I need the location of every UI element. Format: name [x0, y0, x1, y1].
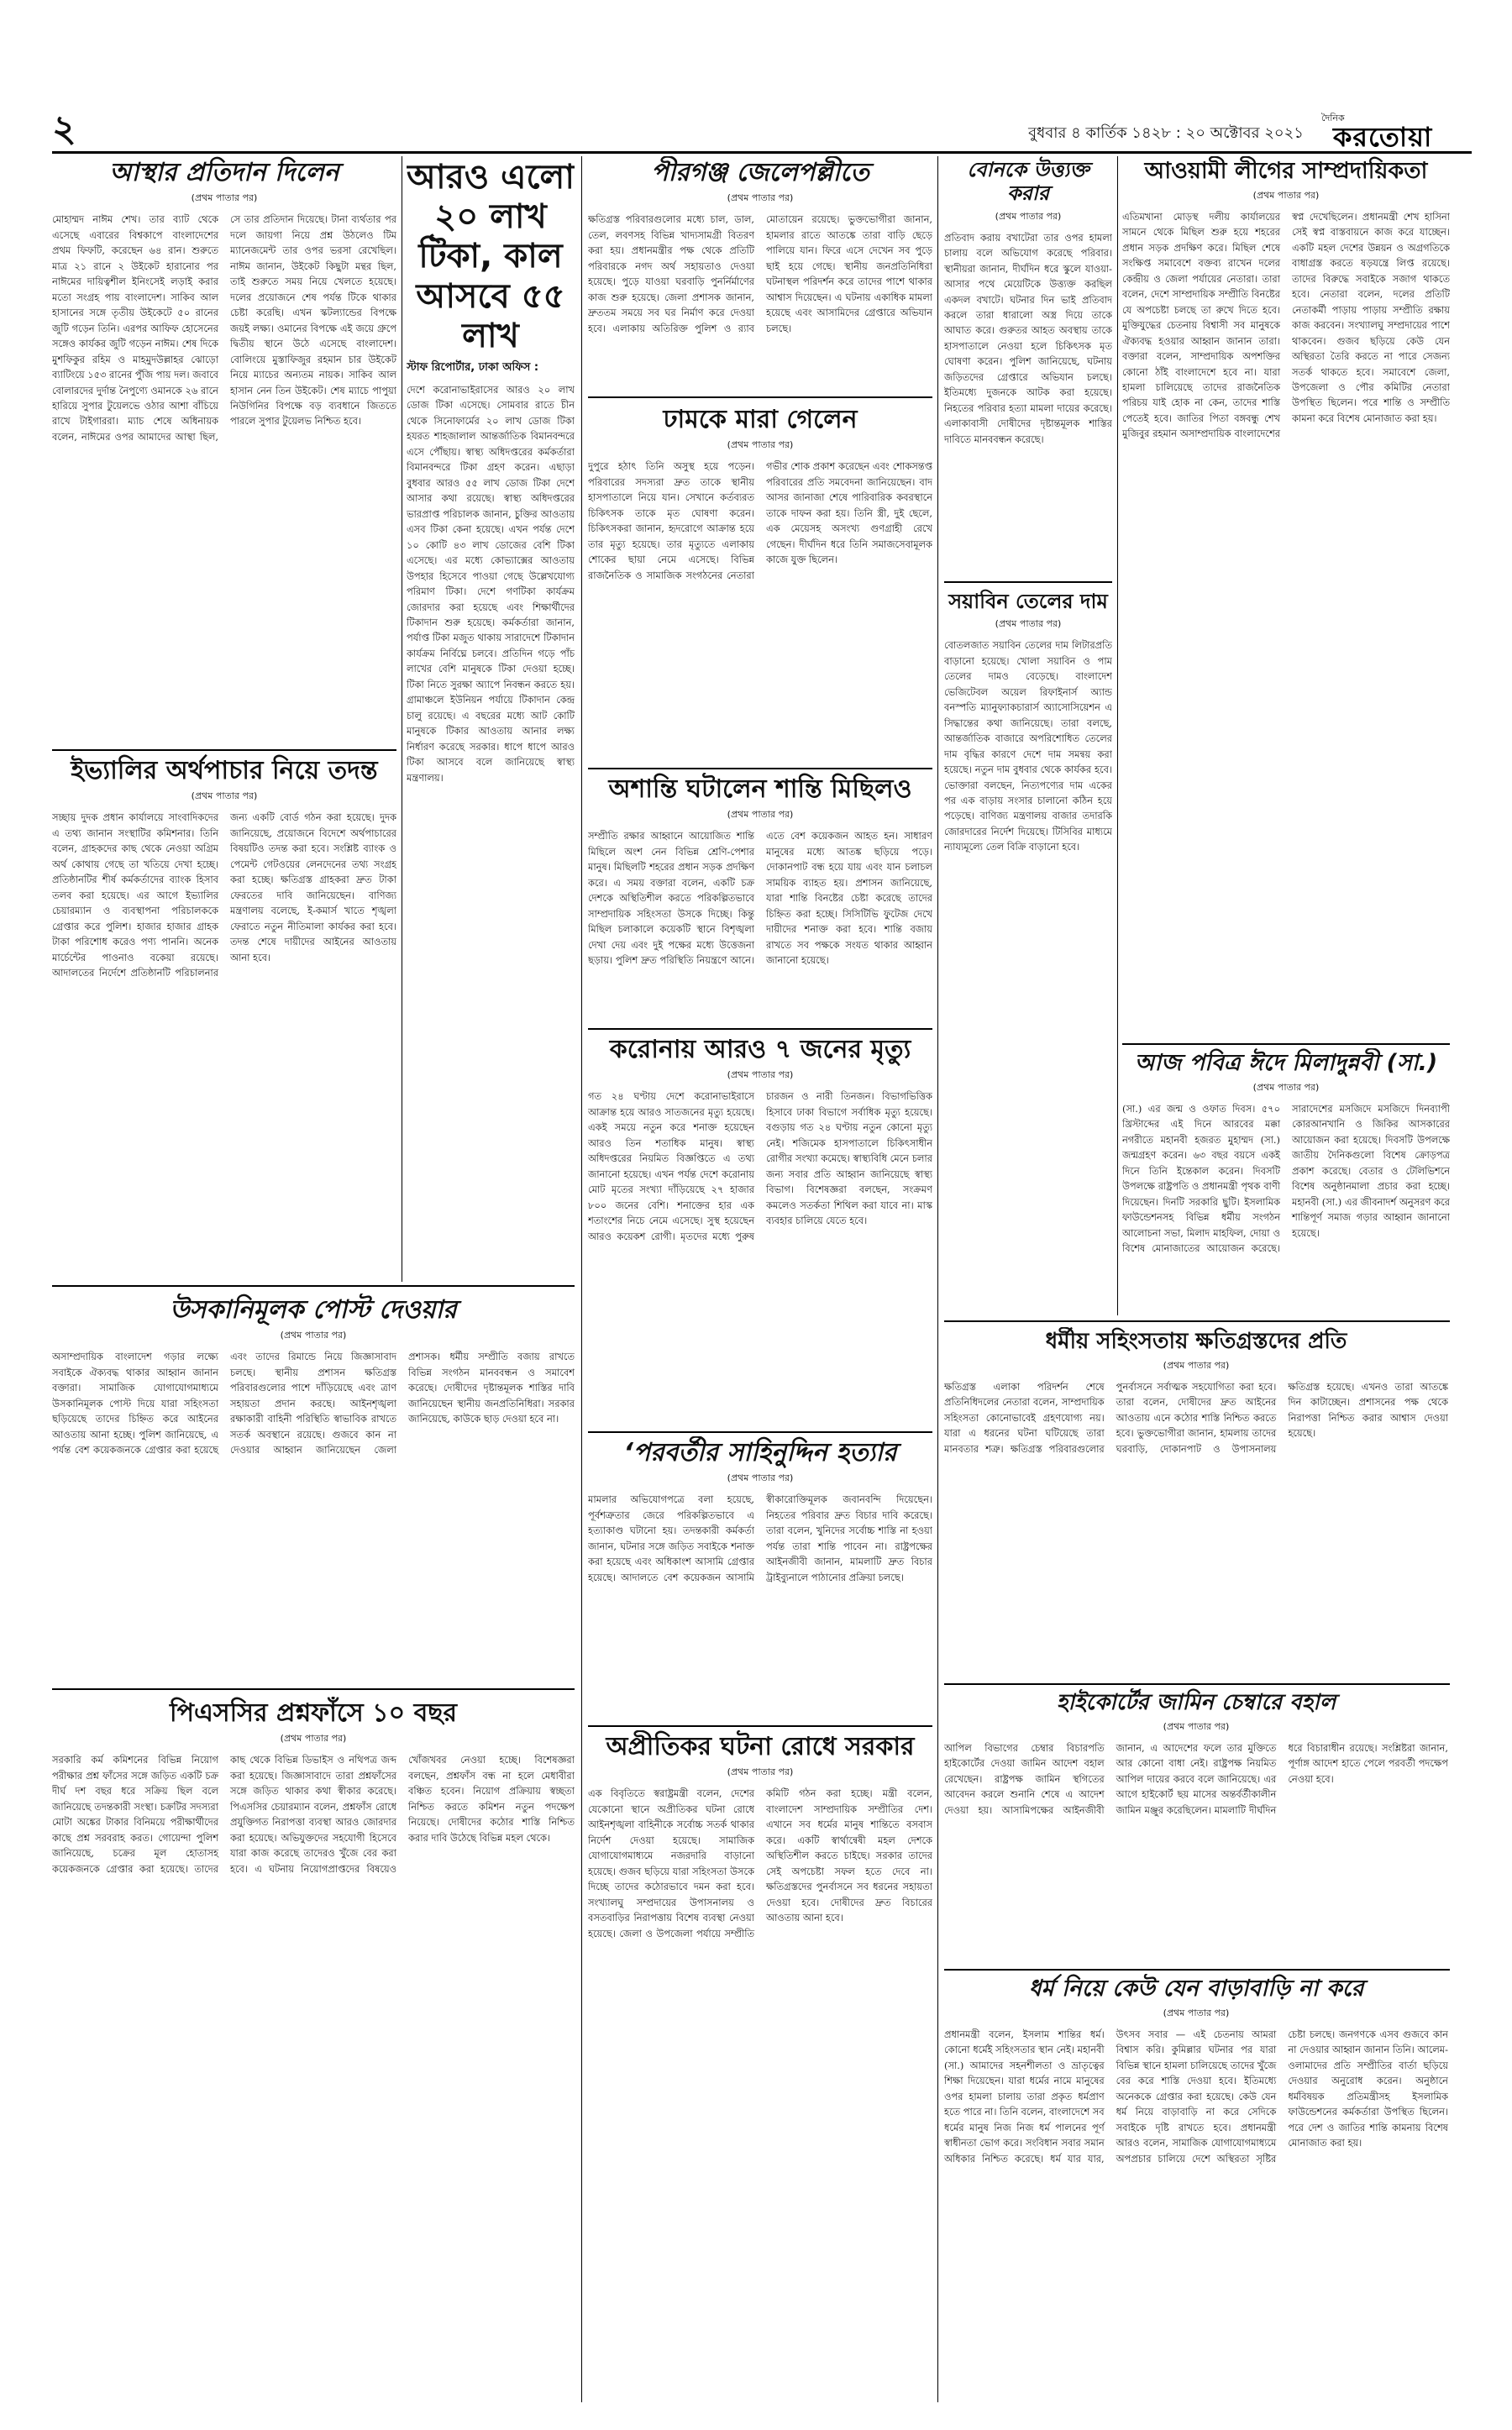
- article-highcourt: [944, 1688, 1448, 1966]
- article-body: মোহাম্মদ নাঈম শেখ। তার ব্যাট থেকে এসেছে এবারের বিশ্বকাপে বাংলাদেশের প্রথম ফিফটি, করেছেন ৬৪ রান। শুরুতে মাত্র ২১ রানে ২ উইকেট হারানোর পর নাঈমের দায়িত্বশীল ইনিংসেই লড়াই করার মতো সংগ্রহ পায় বাংলাদেশ। সাকিব আল হাসানের সঙ্গে তৃতীয় উইকেটে ৫০ রানের জুটি গড়েন তিনি। এরপর আফিফ হোসেনের সঙ্গেও কার্যকর জুটি গড়েন নাঈম। শেষ দিকে মুশফিকুর রহিম ও মাহমুদউল্লাহর ঝোড়ো ব্যাটিংয়ে ১৫৩ রানের পুঁজি পায় দল। জবাবে বোলারদের দুর্দান্ত নৈপুণ্যে ওমানকে ২৬ রানে হারিয়ে সুপার টুয়েলভে ওঠার আশা বাঁচিয়ে রাখে টাইগাররা। ম্যাচ শেষে অধিনায়ক বলেন, নাঈমের ওপর আমাদের আস্থা ছিল, সে তার প্রতিদান দিয়েছে। টানা ব্যর্থতার পর দলে জায়গা নিয়ে প্রশ্ন উঠলেও টিম ম্যানেজমেন্ট তার ওপর ভরসা রেখেছিল। নাঈম জানান, উইকেট কিছুটা মন্থর ছিল, তাই শুরুতে সময় নিয়ে খেলতে হয়েছে। দলের প্রয়োজনে শেষ পর্যন্ত টিকে থাকার চেষ্টা করেছি। এখন স্কটল্যান্ডের বিপক্ষে জয়ই লক্ষ্য। ওমানের বিপক্ষে এই জয়ে গ্রুপে দ্বিতীয় স্থানে উঠে এসেছে বাংলাদেশ। বোলিংয়ে মুস্তাফিজুর রহমান চার উইকেট নিয়ে ম্যাচের অন্যতম নায়ক। সাকিব আল হাসান নেন তিন উইকেট। শেষ ম্যাচে পাপুয়া নিউগিনির বিপক্ষে বড় ব্যবধানে জিততে পারলে সুপার টুয়েলভ নিশ্চিত হবে।: [52, 213, 396, 443]
- section-divider: [52, 1285, 575, 1287]
- article-body: সরকারি কর্ম কমিশনের বিভিন্ন নিয়োগ পরীক্ষার প্রশ্ন ফাঁসের সঙ্গে জড়িত একটি চক্র দীর্ঘ দশ বছর ধরে সক্রিয় ছিল বলে জানিয়েছে তদন্তকারী সংস্থা। চক্রটির সদস্যরা মোটা অঙ্কের টাকার বিনিময়ে পরীক্ষার্থীদের কাছে প্রশ্ন সরবরাহ করত। গোয়েন্দা পুলিশ জানিয়েছে, চক্রের মূল হোতাসহ কয়েকজনকে গ্রেপ্তার করা হয়েছে। তাদের কাছ থেকে বিভিন্ন ডিভাইস ও নথিপত্র জব্দ করা হয়েছে। জিজ্ঞাসাবাদে তারা প্রশ্নফাঁসের সঙ্গে জড়িত থাকার কথা স্বীকার করেছে। পিএসসির চেয়ারম্যান বলেন, প্রশ্নফাঁস রোধে প্রযুক্তিগত নিরাপত্তা ব্যবস্থা আরও জোরদার করা হয়েছে। অভিযুক্তদের সহযোগী হিসেবে যারা কাজ করেছে তাদেরও খুঁজে বের করা হবে। এ ঘটনায় নিয়োগপ্রাপ্তদের বিষয়েও খোঁজখবর নেওয়া হচ্ছে। বিশেষজ্ঞরা বলছেন, প্রশ্নফাঁস বন্ধ না হলে মেধাবীরা বঞ্চিত হবেন। নিয়োগ প্রক্রিয়ায় স্বচ্ছতা নিশ্চিত করতে কমিশন নতুন পদক্ষেপ নিয়েছে। দোষীদের কঠোর শাস্তি নিশ্চিত করার দাবি উঠেছে বিভিন্ন মহল থেকে।: [52, 1754, 575, 1875]
- continued-label: (প্রথম পাতার পর): [191, 790, 258, 802]
- continued-label: (প্রথম পাতার পর): [280, 1330, 347, 1341]
- page-number: ২: [52, 108, 76, 150]
- article-corona: [588, 1033, 932, 1428]
- continued-label: (প্রথম পাতার পর): [727, 1766, 794, 1778]
- continued-label: (প্রথম পাতার পর): [1163, 1720, 1230, 1732]
- section-divider: [588, 1725, 932, 1727]
- date-line: বুধবার ৪ কার্তিক ১৪২৮ : ২০ অক্টোবর ২০২১: [1028, 124, 1304, 142]
- article-dhorm: [944, 1974, 1448, 2402]
- article-headline: বোনকে উত্ত্যক্ত করার: [967, 158, 1089, 206]
- article-headline: পিএসসির প্রশ্নফাঁসে ১০ বছর: [170, 1698, 457, 1728]
- continued-label: (প্রথম পাতার পর): [995, 618, 1062, 630]
- article-body: দুপুরে হঠাৎ তিনি অসুস্থ হয়ে পড়েন। পরিবারের সদস্যরা দ্রুত তাকে স্থানীয় হাসপাতালে নিয়ে যান। সেখানে কর্তব্যরত চিকিৎসক তাকে মৃত ঘোষণা করেন। চিকিৎসকরা জানান, হৃদরোগে আক্রান্ত হয়ে তার মৃত্যু হয়েছে। তার মৃত্যুতে এলাকায় শোকের ছায়া নেমে এসেছে। বিভিন্ন রাজনৈতিক ও সামাজিক সংগঠনের নেতারা গভীর শোক প্রকাশ করেছেন এবং শোকসন্তপ্ত পরিবারের প্রতি সমবেদনা জানিয়েছেন। বাদ আসর জানাজা শেষে পারিবারিক কবরস্থানে তাকে দাফন করা হয়। তিনি স্ত্রী, দুই ছেলে, এক মেয়েসহ অসংখ্য গুণগ্রাহী রেখে গেছেন। দীর্ঘদিন ধরে তিনি সমাজসেবামূলক কাজে যুক্ত ছিলেন।: [588, 460, 932, 581]
- section-divider: [944, 1969, 1450, 1971]
- section-divider: [588, 396, 932, 398]
- article-byline: স্টাফ রিপোর্টার, ঢাকা অফিস :: [407, 360, 539, 374]
- article-body: সচ্ছায় দুদক প্রধান কার্যালয়ে সাংবাদিকদের এ তথ্য জানান সংস্থাটির কমিশনার। তিনি বলেন, গ্রাহকদের কাছ থেকে নেওয়া অগ্রিম অর্থ কোথায় গেছে তা খতিয়ে দেখা হচ্ছে। প্রতিষ্ঠানটির শীর্ষ কর্মকর্তাদের ব্যাংক হিসাব তলব করা হয়েছে। এর আগে ইভ্যালির চেয়ারম্যান ও ব্যবস্থাপনা পরিচালককে গ্রেপ্তার করে পুলিশ। হাজার হাজার গ্রাহক টাকা পরিশোধ করেও পণ্য পাননি। অনেক মার্চেন্টের পাওনাও বকেয়া রয়েছে। আদালতের নির্দেশে প্রতিষ্ঠানটি পরিচালনার জন্য একটি বোর্ড গঠন করা হয়েছে। দুদক জানিয়েছে, প্রয়োজনে বিদেশে অর্থপাচারের বিষয়টিও তদন্ত করা হবে। সংশ্লিষ্ট ব্যাংক ও পেমেন্ট গেটওয়ের লেনদেনের তথ্য সংগ্রহ করা হচ্ছে। ক্ষতিগ্রস্ত গ্রাহকরা দ্রুত টাকা ফেরতের দাবি জানিয়েছেন। বাণিজ্য মন্ত্রণালয় বলেছে, ই-কমার্স খাতে শৃঙ্খলা ফেরাতে নতুন নীতিমালা কার্যকর করা হবে। তদন্ত শেষে দায়ীদের আইনের আওতায় আনা হবে।: [52, 811, 396, 979]
- continued-label: (প্রথম পাতার পর): [191, 192, 258, 204]
- article-milad: [1122, 1048, 1450, 1317]
- article-headline: পীরগঞ্জ জেলেপল্লীতে: [651, 158, 869, 187]
- article-headline: ‘পরবর্তীর সাহিনুদ্দিন হত্যার: [623, 1438, 897, 1467]
- article-body: দেশে করোনাভাইরাসের আরও ২০ লাখ ডোজ টিকা এসেছে। সোমবার রাতে চীন থেকে সিনোফার্মের ২০ লাখ ডোজ টিকা হযরত শাহজালাল আন্তর্জাতিক বিমানবন্দরে এসে পৌঁছায়। স্বাস্থ্য অধিদপ্তরের কর্মকর্তারা বিমানবন্দরে টিকা গ্রহণ করেন। এছাড়া বুধবার আরও ৫৫ লাখ ডোজ টিকা দেশে আসার কথা রয়েছে। স্বাস্থ্য অধিদপ্তরের ভারপ্রাপ্ত পরিচালক জানান, চুক্তির আওতায় এসব টিকা কেনা হয়েছে। এখন পর্যন্ত দেশে ১০ কোটি ৪৩ লাখ ডোজের বেশি টিকা এসেছে। এর মধ্যে কোভ্যাক্সের আওতায় উপহার হিসেবে পাওয়া গেছে উল্লেখযোগ্য পরিমাণ টিকা। দেশে গণটিকা কার্যক্রম জোরদার করা হয়েছে এবং শিক্ষার্থীদের টিকাদান শুরু হয়েছে। কর্মকর্তারা জানান, পর্যাপ্ত টিকা মজুত থাকায় সারাদেশে টিকাদান কার্যক্রম নির্বিঘ্নে চলবে। প্রতিদিন গড়ে পাঁচ লাখের বেশি মানুষকে টিকা দেওয়া হচ্ছে। টিকা নিতে সুরক্ষা অ্যাপে নিবন্ধন করতে হয়। গ্রামাঞ্চলে ইউনিয়ন পর্যায়ে টিকাদান কেন্দ্র চালু রয়েছে। এ বছরের মধ্যে আট কোটি মানুষকে টিকার আওতায় আনার লক্ষ্য নির্ধারণ করেছে সরকার। ধাপে ধাপে আরও টিকা আসবে বলে জানিয়েছে স্বাস্থ্য মন্ত্রণালয়।: [407, 383, 575, 784]
- continued-label: (প্রথম পাতার পর): [1163, 2007, 1230, 2018]
- article-headline: আস্থার প্রতিদান দিলেন: [109, 158, 339, 187]
- article-body: (সা.) এর জন্ম ও ওফাত দিবস। ৫৭০ খ্রিস্টাব্দের এই দিনে আরবের মক্কা নগরীতে মহানবী হজরত মুহাম্মদ (সা.) জন্মগ্রহণ করেন। ৬৩ বছর বয়সে একই দিনে তিনি ইন্তেকাল করেন। দিবসটি উপলক্ষে রাষ্ট্রপতি ও প্রধানমন্ত্রী পৃথক বাণী দিয়েছেন। দিনটি সরকারি ছুটি। ইসলামিক ফাউন্ডেশনসহ বিভিন্ন ধর্মীয় সংগঠন আলোচনা সভা, মিলাদ মাহফিল, দোয়া ও বিশেষ মোনাজাতের আয়োজন করেছে। সারাদেশের মসজিদে মসজিদে দিনব্যাপী কোরআনখানি ও জিকির আসকারের আয়োজন করা হয়েছে। দিবসটি উপলক্ষে জাতীয় দৈনিকগুলো বিশেষ ক্রোড়পত্র প্রকাশ করেছে। বেতার ও টেলিভিশনে বিশেষ অনুষ্ঠানমালা প্রচার করা হচ্ছে। মহানবী (সা.) এর জীবনাদর্শ অনুসরণ করে শান্তিপূর্ণ সমাজ গড়ার আহ্বান জানানো হয়েছে।: [1122, 1102, 1450, 1255]
- article-post: [52, 1294, 575, 1646]
- section-divider: [52, 749, 396, 751]
- article-soybean: [944, 588, 1112, 1310]
- column-rule: [937, 156, 938, 2402]
- article-astha: [52, 156, 396, 744]
- continued-label: (প্রথম পাতার পর): [727, 809, 794, 821]
- continued-label: (প্রথম পাতার পর): [1252, 189, 1320, 201]
- continued-label: (প্রথম পাতার পর): [1252, 1081, 1320, 1093]
- continued-label: (প্রথম পাতার পর): [727, 439, 794, 451]
- article-body: মামলার অভিযোগপত্রে বলা হয়েছে, পূর্বশত্রুতার জেরে পরিকল্পিতভাবে এ হত্যাকাণ্ড ঘটানো হয়। তদন্তকারী কর্মকর্তা জানান, ঘটনার সঙ্গে জড়িত সবাইকে শনাক্ত করা হয়েছে এবং অধিকাংশ আসামি গ্রেপ্তার হয়েছে। আদালতে বেশ কয়েকজন আসামি স্বীকারোক্তিমূলক জবানবন্দি দিয়েছেন। নিহতের পরিবার দ্রুত বিচার দাবি করেছে। তারা বলেন, খুনিদের সর্বোচ্চ শাস্তি না হওয়া পর্যন্ত তারা শান্তি পাবেন না। রাষ্ট্রপক্ষের আইনজীবী জানান, মামলাটি দ্রুত বিচার ট্রাইব্যুনালে পাঠানোর প্রক্রিয়া চলছে।: [588, 1493, 932, 1583]
- article-pobitro: [588, 1436, 932, 1722]
- article-dhormio: [944, 1327, 1448, 1680]
- article-body: বোতলজাত সয়াবিন তেলের দাম লিটারপ্রতি বাড়ানো হয়েছে। খোলা সয়াবিন ও পাম তেলের দামও বেড়েছে। বাংলাদেশ ভেজিটেবল অয়েল রিফাইনার্স অ্যান্ড বনস্পতি ম্যানুফ্যাকচারার্স অ্যাসোসিয়েশন এ সিদ্ধান্তের কথা জানিয়েছে। তারা বলছে, আন্তর্জাতিক বাজারে অপরিশোধিত তেলের দাম বৃদ্ধির কারণে দেশে দাম সমন্বয় করা হয়েছে। নতুন দাম বুধবার থেকে কার্যকর হবে। ভোক্তারা বলছেন, নিত্যপণ্যের দাম একের পর এক বাড়ায় সংসার চালানো কঠিন হয়ে পড়েছে। বাণিজ্য মন্ত্রণালয় বাজার তদারকি জোরদারের নির্দেশ দিয়েছে। টিসিবির মাধ্যমে ন্যায্যমূল্যে তেল বিক্রি বাড়ানো হবে।: [944, 639, 1112, 853]
- newspaper-logo: [1316, 108, 1472, 153]
- article-body: ক্ষতিগ্রস্ত এলাকা পরিদর্শন শেষে প্রতিনিধিদলের নেতারা বলেন, সাম্প্রদায়িক সহিংসতা কোনোভাবেই গ্রহণযোগ্য নয়। যারা এ ধরনের ঘটনা ঘটিয়েছে তারা মানবতার শত্রু। ক্ষতিগ্রস্ত পরিবারগুলোর পুনর্বাসনে সর্বাত্মক সহযোগিতা করা হবে। তারা বলেন, দোষীদের দ্রুত আইনের আওতায় এনে কঠোর শাস্তি নিশ্চিত করতে হবে। ভুক্তভোগীরা জানান, হামলায় তাদের ঘরবাড়ি, দোকানপাট ও উপাসনালয় ক্ষতিগ্রস্ত হয়েছে। এখনও তারা আতঙ্কে দিন কাটাচ্ছেন। প্রশাসনের পক্ষ থেকে নিরাপত্তা নিশ্চিত করার আশ্বাস দেওয়া হয়েছে।: [944, 1380, 1448, 1455]
- page-header: [52, 108, 1472, 154]
- article-headline: উসকানিমূলক পোস্ট দেওয়ার: [170, 1295, 457, 1325]
- article-headline: ধর্মীয় সহিংসতায় ক্ষতিগ্রস্তদের প্রতি: [1045, 1329, 1347, 1354]
- logo-tagline: দৈনিক: [1321, 113, 1345, 123]
- article-bonk: [944, 156, 1112, 576]
- article-oshanti: [588, 773, 932, 1025]
- article-dhaka: [588, 403, 932, 764]
- section-divider: [588, 1431, 932, 1433]
- continued-label: (প্রথম পাতার পর): [995, 210, 1062, 222]
- article-pidose: [52, 1697, 575, 2402]
- article-awami: [1122, 156, 1450, 1038]
- article-body: প্রধানমন্ত্রী বলেন, ইসলাম শান্তির ধর্ম। কোনো ধর্মেই সহিংসতার স্থান নেই। মহানবী (সা.) আমাদের সহনশীলতা ও ভ্রাতৃত্বের শিক্ষা দিয়েছেন। যারা ধর্মের নামে মানুষের ওপর হামলা চালায় তারা প্রকৃত ধর্মপ্রাণ হতে পারে না। তিনি বলেন, বাংলাদেশে সব ধর্মের মানুষ নিজ নিজ ধর্ম পালনের পূর্ণ স্বাধীনতা ভোগ করে। সংবিধান সবার সমান অধিকার নিশ্চিত করেছে। ধর্ম যার যার, উৎসব সবার — এই চেতনায় আমরা বিশ্বাস করি। কুমিল্লার ঘটনার পর যারা বিভিন্ন স্থানে হামলা চালিয়েছে তাদের খুঁজে বের করে শাস্তি দেওয়া হবে। ইতিমধ্যে অনেককে গ্রেপ্তার করা হয়েছে। কেউ যেন ধর্ম নিয়ে বাড়াবাড়ি না করে সেদিকে সবাইকে দৃষ্টি রাখতে হবে। প্রধানমন্ত্রী আরও বলেন, সামাজিক যোগাযোগমাধ্যমে অপপ্রচার চালিয়ে দেশে অস্থিরতা সৃষ্টির চেষ্টা চলছে। জনগণকে এসব গুজবে কান না দেওয়ার আহ্বান জানান তিনি। আলেম-ওলামাদের প্রতি সম্প্রীতির বার্তা ছড়িয়ে দেওয়ার অনুরোধ করেন। অনুষ্ঠানে ধর্মবিষয়ক প্রতিমন্ত্রীসহ ইসলামিক ফাউন্ডেশনের কর্মকর্তারা উপস্থিত ছিলেন। পরে দেশ ও জাতির শান্তি কামনায় বিশেষ মোনাজাত করা হয়।: [944, 2028, 1448, 2165]
- article-headline: হাইকোর্টের জামিন চেম্বারে বহাল: [1056, 1690, 1336, 1715]
- article-headline: অপ্রীতিকর ঘটনা রোধে সরকার: [606, 1732, 915, 1761]
- article-body: ক্ষতিগ্রস্ত পরিবারগুলোর মধ্যে চাল, ডাল, তেল, লবণসহ বিভিন্ন খাদ্যসামগ্রী বিতরণ করা হয়। প্রধানমন্ত্রীর পক্ষ থেকে প্রতিটি পরিবারকে নগদ অর্থ সহায়তাও দেওয়া হয়েছে। পুড়ে যাওয়া ঘরবাড়ি পুনর্নির্মাণের কাজ শুরু হয়েছে। জেলা প্রশাসক জানান, দ্রুততম সময়ে সব ঘর নির্মাণ করে দেওয়া হবে। এলাকায় অতিরিক্ত পুলিশ ও র‍্যাব মোতায়েন রয়েছে। ভুক্তভোগীরা জানান, হামলার রাতে আতঙ্কে তারা বাড়ি ছেড়ে পালিয়ে যান। ফিরে এসে দেখেন সব পুড়ে ছাই হয়ে গেছে। স্থানীয় জনপ্রতিনিধিরা ঘটনাস্থল পরিদর্শন করে তাদের পাশে থাকার আশ্বাস দিয়েছেন। এ ঘটনায় একাধিক মামলা হয়েছে এবং আসামিদের গ্রেপ্তারে অভিযান চলছে।: [588, 213, 932, 334]
- article-body: এতিমখানা মোড়স্থ দলীয় কার্যালয়ের সামনে থেকে মিছিল শুরু হয়ে শহরের প্রধান সড়ক প্রদক্ষিণ করে। মিছিল শেষে সংক্ষিপ্ত সমাবেশে বক্তব্য রাখেন দলের কেন্দ্রীয় ও জেলা পর্যায়ের নেতারা। তারা বলেন, দেশে সাম্প্রদায়িক সম্প্রীতি বিনষ্টের যে অপচেষ্টা চলছে তা রুখে দিতে হবে। মুক্তিযুদ্ধের চেতনায় বিশ্বাসী সব মানুষকে ঐক্যবদ্ধ হওয়ার আহ্বান জানান তারা। বক্তারা বলেন, সাম্প্রদায়িক অপশক্তির কোনো ঠাঁই বাংলাদেশে হবে না। যারা হামলা চালিয়েছে তাদের রাজনৈতিক পরিচয় যাই হোক না কেন, তাদের শাস্তি পেতেই হবে। জাতির পিতা বঙ্গবন্ধু শেখ মুজিবুর রহমান অসাম্প্রদায়িক বাংলাদেশের স্বপ্ন দেখেছিলেন। প্রধানমন্ত্রী শেখ হাসিনা সেই স্বপ্ন বাস্তবায়নে কাজ করে যাচ্ছেন। একটি মহল দেশের উন্নয়ন ও অগ্রগতিকে বাধাগ্রস্ত করতে ষড়যন্ত্রে লিপ্ত রয়েছে। তাদের বিরুদ্ধে সবাইকে সজাগ থাকতে হবে। নেতারা বলেন, দলের প্রতিটি নেতাকর্মী পাড়ায় পাড়ায় সম্প্রীতি রক্ষায় কাজ করবেন। সংখ্যালঘু সম্প্রদায়ের পাশে থাকবেন। গুজব ছড়িয়ে কেউ যেন অস্থিরতা তৈরি করতে না পারে সেজন্য সতর্ক থাকতে হবে। সমাবেশে জেলা, উপজেলা ও পৌর কমিটির নেতারা উপস্থিত ছিলেন। পরে শান্তি ও সম্প্রীতি কামনা করে বিশেষ মোনাজাত করা হয়।: [1122, 210, 1450, 440]
- article-headline: অশান্তি ঘটালেন শান্তি মিছিলও: [608, 774, 912, 804]
- article-body: সম্প্রীতি রক্ষার আহ্বানে আয়োজিত শান্তি মিছিলে অংশ নেন বিভিন্ন শ্রেণি-পেশার মানুষ। মিছিলটি শহরের প্রধান সড়ক প্রদক্ষিণ করে। এ সময় বক্তারা বলেন, একটি চক্র দেশকে অস্থিতিশীল করতে পরিকল্পিতভাবে সাম্প্রদায়িক সহিংসতা উসকে দিচ্ছে। কিন্তু মিছিল চলাকালে কয়েকটি স্থানে বিশৃঙ্খলা দেখা দেয় এবং দুই পক্ষের মধ্যে উত্তেজনা ছড়ায়। পুলিশ দ্রুত পরিস্থিতি নিয়ন্ত্রণে আনে। এতে বেশ কয়েকজন আহত হন। সাধারণ মানুষের মধ্যে আতঙ্ক ছড়িয়ে পড়ে। দোকানপাট বন্ধ হয়ে যায় এবং যান চলাচল সাময়িক ব্যাহত হয়। প্রশাসন জানিয়েছে, যারা শান্তি বিনষ্টের চেষ্টা করেছে তাদের চিহ্নিত করা হচ্ছে। সিসিটিভি ফুটেজ দেখে দায়ীদের শনাক্ত করা হবে। শান্তি বজায় রাখতে সব পক্ষকে সংযত থাকার আহ্বান জানানো হয়েছে।: [588, 830, 932, 967]
- section-divider: [588, 1028, 932, 1030]
- article-pirganj: [588, 156, 932, 391]
- article-body: আপিল বিভাগের চেম্বার বিচারপতি হাইকোর্টের দেওয়া জামিন আদেশ বহাল রেখেছেন। রাষ্ট্রপক্ষ জামিন স্থগিতের আবেদন করলে শুনানি শেষে এ আদেশ দেওয়া হয়। আসামিপক্ষের আইনজীবী জানান, এ আদেশের ফলে তার মুক্তিতে আর কোনো বাধা নেই। রাষ্ট্রপক্ষ নিয়মিত আপিল দায়ের করবে বলে জানিয়েছে। এর আগে হাইকোর্ট ছয় মাসের অন্তর্বর্তীকালীন জামিন মঞ্জুর করেছিলেন। মামলাটি দীর্ঘদিন ধরে বিচারাধীন রয়েছে। সংশ্লিষ্টরা জানান, পূর্ণাঙ্গ আদেশ হাতে পেলে পরবর্তী পদক্ষেপ নেওয়া হবে।: [944, 1741, 1448, 1816]
- article-tika: [407, 156, 575, 1063]
- article-headline: সয়াবিন তেলের দাম: [948, 590, 1108, 613]
- article-evaly: [52, 754, 396, 1275]
- article-headline: ইভ্যালির অর্থপাচার নিয়ে তদন্ত: [71, 756, 378, 785]
- section-divider: [944, 1320, 1450, 1322]
- section-divider: [944, 1683, 1450, 1685]
- column-rule: [581, 156, 582, 2402]
- article-headline: আওয়ামী লীগের সাম্প্রদায়িকতা: [1144, 158, 1428, 184]
- logo-title: করতোয়া: [1333, 121, 1433, 153]
- continued-label: (প্রথম পাতার পর): [1163, 1359, 1230, 1371]
- article-headline: করোনায় আরও ৭ জনের মৃত্যু: [609, 1035, 911, 1064]
- continued-label: (প্রথম পাতার পর): [727, 1069, 794, 1081]
- continued-label: (প্রথম পাতার পর): [280, 1733, 347, 1745]
- article-body: গত ২৪ ঘণ্টায় দেশে করোনাভাইরাসে আক্রান্ত হয়ে আরও সাতজনের মৃত্যু হয়েছে। একই সময়ে নতুন করে শনাক্ত হয়েছেন আরও তিন শতাধিক মানুষ। স্বাস্থ্য অধিদপ্তরের নিয়মিত বিজ্ঞপ্তিতে এ তথ্য জানানো হয়েছে। এখন পর্যন্ত দেশে করোনায় মোট মৃতের সংখ্যা দাঁড়িয়েছে ২৭ হাজার ৮০০ জনের বেশি। শনাক্তের হার এক শতাংশের নিচে নেমে এসেছে। সুস্থ হয়েছেন আরও কয়েকশ রোগী। মৃতদের মধ্যে পুরুষ চারজন ও নারী তিনজন। বিভাগভিত্তিক হিসাবে ঢাকা বিভাগে সর্বাধিক মৃত্যু হয়েছে। বগুড়ায় গত ২৪ ঘণ্টায় নতুন কোনো মৃত্যু নেই। শজিমেক হাসপাতালে চিকিৎসাধীন রোগীর সংখ্যা কমেছে। স্বাস্থ্যবিধি মেনে চলার জন্য সবার প্রতি আহ্বান জানিয়েছে স্বাস্থ্য বিভাগ। বিশেষজ্ঞরা বলছেন, সংক্রমণ কমলেও সতর্কতা শিথিল করা যাবে না। মাস্ক ব্যবহার চালিয়ে যেতে হবে।: [588, 1090, 932, 1242]
- continued-label: (প্রথম পাতার পর): [727, 192, 794, 204]
- article-headline: ধর্ম নিয়ে কেউ যেন বাড়াবাড়ি না করে: [1028, 1976, 1364, 2002]
- article-headline: আরও এলো ২০ লাখ টিকা, কাল আসবে ৫৫ লাখ: [407, 158, 575, 355]
- section-divider: [944, 581, 1112, 583]
- article-body: প্রতিবাদ করায় বখাটেরা তার ওপর হামলা চালায় বলে অভিযোগ করেছে পরিবার। স্থানীয়রা জানান, দীর্ঘদিন ধরে স্কুলে যাওয়া-আসার পথে মেয়েটিকে উত্ত্যক্ত করছিল একদল বখাটে। ঘটনার দিন ভাই প্রতিবাদ করলে তারা ধারালো অস্ত্র দিয়ে তাকে আঘাত করে। গুরুতর আহত অবস্থায় তাকে হাসপাতালে নেওয়া হলে চিকিৎসক মৃত ঘোষণা করেন। পুলিশ জানিয়েছে, ঘটনায় জড়িতদের গ্রেপ্তারে অভিযান চলছে। ইতিমধ্যে দুজনকে আটক করা হয়েছে। নিহতের পরিবার হত্যা মামলা দায়ের করেছে। এলাকাবাসী দোষীদের দৃষ্টান্তমূলক শাস্তির দাবিতে মানববন্ধন করেছে।: [944, 231, 1112, 445]
- article-body: এক বিবৃতিতে স্বরাষ্ট্রমন্ত্রী বলেন, দেশের যেকোনো স্থানে অপ্রীতিকর ঘটনা রোধে আইনশৃঙ্খলা বাহিনীকে সর্বোচ্চ সতর্ক থাকার নির্দেশ দেওয়া হয়েছে। সামাজিক যোগাযোগমাধ্যমে নজরদারি বাড়ানো হয়েছে। গুজব ছড়িয়ে যারা সহিংসতা উসকে দিচ্ছে তাদের কঠোরভাবে দমন করা হবে। সংখ্যালঘু সম্প্রদায়ের উপাসনালয় ও বসতবাড়ির নিরাপত্তায় বিশেষ ব্যবস্থা নেওয়া হয়েছে। জেলা ও উপজেলা পর্যায়ে সম্প্রীতি কমিটি গঠন করা হচ্ছে। মন্ত্রী বলেন, বাংলাদেশ সাম্প্রদায়িক সম্প্রীতির দেশ। এখানে সব ধর্মের মানুষ শান্তিতে বসবাস করে। একটি স্বার্থান্বেষী মহল দেশকে অস্থিতিশীল করতে চাইছে। সরকার তাদের সেই অপচেষ্টা সফল হতে দেবে না। ক্ষতিগ্রস্তদের পুনর্বাসনে সব ধরনের সহায়তা দেওয়া হবে। দোষীদের দ্রুত বিচারের আওতায় আনা হবে।: [588, 1787, 932, 1939]
- section-divider: [52, 1688, 575, 1690]
- continued-label: (প্রথম পাতার পর): [727, 1472, 794, 1484]
- article-headline: ঢামকে মারা গেলেন: [663, 405, 858, 434]
- section-divider: [588, 768, 932, 769]
- column-rule: [1117, 156, 1118, 1315]
- article-body: অসাম্প্রদায়িক বাংলাদেশ গড়ার লক্ষ্যে সবাইকে ঐক্যবদ্ধ থাকার আহ্বান জানান বক্তারা। সামাজিক যোগাযোগমাধ্যমে উসকানিমূলক পোস্ট দিয়ে যারা সহিংসতা ছড়িয়েছে তাদের চিহ্নিত করে আইনের আওতায় আনা হচ্ছে। পুলিশ জানিয়েছে, এ পর্যন্ত বেশ কয়েকজনকে গ্রেপ্তার করা হয়েছে এবং তাদের রিমান্ডে নিয়ে জিজ্ঞাসাবাদ চলছে। স্থানীয় প্রশাসন ক্ষতিগ্রস্ত পরিবারগুলোর পাশে দাঁড়িয়েছে এবং ত্রাণ সহায়তা প্রদান করছে। আইনশৃঙ্খলা রক্ষাকারী বাহিনী পরিস্থিতি স্বাভাবিক রাখতে সতর্ক অবস্থানে রয়েছে। গুজবে কান না দেওয়ার আহ্বান জানিয়েছেন জেলা প্রশাসক। ধর্মীয় সম্প্রীতি বজায় রাখতে বিভিন্ন সংগঠন মানববন্ধন ও সমাবেশ করেছে। দোষীদের দৃষ্টান্তমূলক শাস্তির দাবি জানিয়েছেন স্থানীয় জনপ্রতিনিধিরা। সরকার জানিয়েছে, কাউকে ছাড় দেওয়া হবে না।: [52, 1351, 575, 1456]
- section-divider: [1122, 1043, 1450, 1045]
- article-headline: আজ পবিত্র ঈদে মিলাদুন্নবী (সা.): [1134, 1050, 1438, 1076]
- article-ortho: [588, 1730, 932, 2402]
